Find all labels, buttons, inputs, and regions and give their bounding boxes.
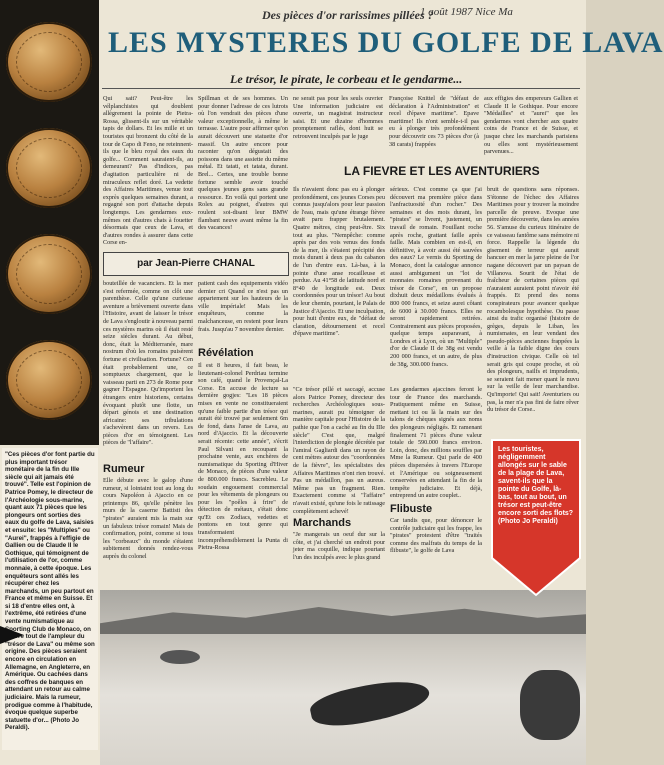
section-heading-revelation: Révélation — [198, 347, 254, 359]
article-column: Les gendarmes ajaccines feront le tour de France des marchands. Pratiquement même en Suisse, mettant ici ou là la main sur des talons de chèques signés aux noms des plongeurs négligés. Et ramenant finalement 71 pièces d'une valeur totale de 590.000 francs environ. Loin, donc, des millions souffles par Mme la Rumeur. Qui parle de 400 pièces dispersées à travers l'Europe et l'Amérique ou soigneusement conservées en attendant la fin de la tempête judiciaire. Et déjà, entreprend un autre couplet.. — [390, 386, 482, 500]
caption-beach-arrow-box — [492, 440, 580, 595]
photo-sunbather — [308, 673, 433, 733]
byline: par Jean-Pierre CHANAL — [137, 258, 255, 269]
subhead: Le trésor, le pirate, le corbeau et le gendarme... — [230, 72, 463, 86]
pointer-arrow-icon — [0, 626, 24, 644]
article-column: "Je mangerais un oeuf dur sur la côte, et j'ai cherché un endroit pour jeter ma coquille, indique pourtant l'un des inculpés avec le plus grand — [293, 531, 385, 561]
photo-figure — [160, 650, 200, 664]
article-column: patient cash des equipements vidéo dernier cri Quand ce n'est pas un appartement sur les hauteurs de la ville impériale! Mais les enquêteurs, comme la malchanceuse, en restent pour leurs frais. Jusqu'au 7 novembre dernier. — [198, 280, 288, 333]
article-column: aux effigies des empereurs Gallien et Claude II le Gothique. Pour encore "Médailles" et "aurei" que les gendarmes vont chercher aux quatre coins de France et de Suisse, et jusque chez les marchands parisiens ou elles sont mystérieusement parvenues... — [484, 95, 578, 156]
gold-coin-image — [6, 234, 92, 314]
section-heading-marchands: Marchands — [293, 517, 352, 529]
headline: LES MYSTERES DU GOLFE DE LAVA — [108, 26, 664, 59]
byline-box — [103, 252, 289, 276]
beach-photo — [100, 590, 586, 765]
header-divider — [102, 88, 580, 89]
handwritten-note: 1 août 1987 Nice Ma — [420, 6, 513, 18]
gold-coin-image — [6, 22, 92, 102]
article-column: ne serait pas pour les seuls ouvrier Une information judiciaire est ouverte, un magistrat instructeur saisi. Et une dizaine d'hommes promptement raflés, dont huit se retrouvent inculpés par le juge — [293, 95, 383, 140]
article-column: bruit de questions sans réponses. S'étonne de l'échec des Affaires Maritimes pour y trouver la moindre parcelle de preuve. Evoque une première découverte, dans les années 56. S'amuse du curieux itinéraire de ce vaisseau fantôme sans mémoire ni force. Rappelle la légende du gisement de terreur qui aurait hancuer en mer la jarre pleine de l'or nagane découvert par un paysan de Villanova. Sourit de l'état de fraîcheur de certaines pièces qui n'auraient auraient point n'avoir été frappés. Et prend des noms conspirateurs pour avancer quelque rocambolesque hypothèse. Ou passe ainsi du trafic organisé (histoire de grèges, depuis le Liban, les numismates, en leur vendant des pseudo-pièces anciennes frappées la veille à la faible digne des cours d'instruction civique. Celle où tel serait gris qui coupe proche, et où des plongeurs, nailfs et imprudents, se seraient fait mener quant le nuvu sur la veille de leur marchandise. Qu'importe! Qui sait! Aventuriers ou pas, la mer n'a pas fini de faire rêver du trésor de Corse.. — [487, 186, 579, 414]
article-column: "Ce trésor pillé et saccagé, accuse alors Patrice Pomey, directeur des recherches Archéologiques sous-marines, aurait pu témoigner de manière capitale pour l'Histoire de la pathie que l'on a caché au fin du IIIe siècle" C'est que, malgré l'interdiction de plongée décrétée par l'amiral Gagliardi dans un rayon de cent mètres autour des "coordonnées de la fièvre", les spécialistes des Affaires Maritimes n'ont rien trouvé. Pas un médaillon, pas un aureus. Même pas un fragment. Rien. Exactement comme si "l'affaire" n'avait existé, qu'une fois le ratissage complètement achevé! — [293, 386, 385, 515]
article-column: sérieux. C'est comme ça que j'ai découvert ma première pièce dans l'anfractuosité d'un rocher." Des semaines et des mois durant, les "pirates" se livrent, justement, un travail de romain. Fouillant roche après roche, grattant faille après faille. Mais combien en est-il, en définitive, à avoir aussi été sauvées des eaux? Le vernis du Sporting de Monaco, dont la catalogue annonce aussi ambigument un "lot de monnaies romaines provenant du trésor de Corse", en un propose dixhuit deux médaillons évalués à 800 000 francs, et seize aurei côtant de 6000 à 30.000 francs. Elles ne seront rapidement retirées. Contrairement aux pièces proposées, quelque temps auparavant, à Londres et à Lyon, où un "Multiple" d'or de Claude II de 38g est vendu 200 000 francs, et un autre, de plus de 38g, 300.000 francs. — [390, 186, 482, 368]
article-column: Françoise Knittel de "défaut de déclaration à l'Administration" et recel d'épave maritime". Epave maritime! Ils n'ont semble-t-il pas eu à plonger très profondément pour découvrir ces 73 pièces d'or (à 38 carats) frappées — [389, 95, 479, 148]
kicker: Des pièces d'or rarissimes pillées ? — [262, 8, 434, 22]
article-column: bouteillée de vacanciers. Et la mer s'est refermée, comme on clôt une parenthèse. Celle qu'une curieuse aventure a brièvement ouverte dans l'Histoire, avant de laisser le trésor de Lava s'engloutir à nouveau parmi ces mystères marins où il était resté seize siècles durant. Au début, donc, était la Méditerranée, mare nostrum d'où les romains puisèrent fortune et civilisation. Fortune? Cen était probablement une, ce somptueux chargement, que le vaisseau parti en 273 de Rome pour gagner l'Espagne. Qu'importent les étrangers entre historiens, certains évoquant plutôt une flotte, un départ génois et une destination africaine: ses tribulations s'achevèrent dans un revers. Les pièces d'or en témoignent. Les pièces de "l'affaire". — [103, 280, 193, 447]
caption-coins: "Ces pièces d'or font partie du plus important trésor monétaire de la fin du IIIe siècle qui ait jamais été trouvé". Telle est l'opinion de Patrice Pomey, le directeur de l'Archéologie sous-marine, quant aux 71 pièces que les plongeurs ont sorties des eaux du golfe de Lava, saisies et ensuite: les "Multiples" ou "Aurei", frappés à l'effigie de Gallien ou de Claude II le Gothique, qui témoignent de l'utilisation de l'or, comme monnaie, à cette époque. Les enquêteurs sont allés les récupérer chez les marchands, un peu partout en France et même en Suisse. Et si 18 d'entre elles ont, à l'extrême, été retirées d'une vente numismatique au Sporting Club de Monaco, on ignore tout de l'ampleur du "trésor de Lava" ou même son origine. Des pièces seraient encore en circulation en Allemagne, en Angleterre, en Amérique. Ou cachées dans des coffres de banques en attendant un retour au calme judiciaire. Mais la rumeur, prodigue comme à l'habitude, évoque quelque superbe statuette d'or... (Photo Jo Peraldi). — [2, 448, 98, 750]
gold-coin-image — [6, 128, 92, 208]
caption-beach-text: Les touristes, négligemment allongés sur le sable de la plage de Lava, savent-ils que la pointe du Golfe, là-bas, tout au bout, un trésor est peut-être encore sorti des flots? (Photo Jo Peraldi) — [498, 446, 574, 525]
article-column: Qui sait? Peut-être les vélplanchistes qui doublent allègrement la pointe de Pietra-Rossa, glissent-ils sur un véritable tapis de dollars. Et les mille et un touristes qui bronzent du côté de la tour de Capo di Feno, ne reteinnent-ils que le bleu royal des eaux du golfe... Comment sauraient-ils, au demeurant? Pas d'indices, pas d'agitation particulière ni de miraculeux reflet doré. La vedette des Affaires Maritimes, venue tout exprès quelques semaines durant, a regagné son port d'attache depuis longtemps. Les gendarmes eux-mêmes ont d'autres chats à fouetter désormais que ceux de Lava, et d'autres rondes à assurer dans cette Corse en- — [103, 95, 193, 247]
article-column: Spillman et de ses hommes. Un pour donner l'adresse de ces lutrots où l'on vendrait des pièces d'une valeur exceptionnelle, à même le terrasse. L'autre pour affirmer qu'on aurait découvert une statuette d'or massif. Un autre encore pour raconter qu'on dégustait des poissons dans une assiette du même métal. Et tatati, et tatata, durant. Brel... Certes, une trouble bonne fortune semble avoir touché quelques jeunes gens sans grande ressource. En voilà qui portent une Rolex au poignet, d'autres qui roulent soi-disant leur BMW flambant neuve avant même la fin des vacances! — [198, 95, 288, 232]
article-column: Ils n'avaient donc pas eu à plonger profondément, ces jeunes Corses peu connus jusqu'alors pour leur passion de l'eau, mais qu'une étrange fièvre avait paru frapper brutalement. Quatre mètres, cinq peut-être. Six tout au plus. "Nempêche: comme après par des vois venus des fonds de la mer, ils s'étaient précipité des mois durant à deux pas du cabanon de l'un d'entre eux. Là-bas, à la pointe d'une anse rocailleuse et perdue. Au 41°58 de latitude nord et 8°40 de longitude est. Deux coordonnées pour un trésor! Au bout de leur chemin, pourtant, le Palais de Justice d'Ajaccio. Et une inculpation, pour huit d'entre eux, de "défaut de claration, détournement et recel d'épave maritime". — [293, 186, 385, 338]
photo-hills — [100, 598, 586, 634]
section-heading-fievre: LA FIEVRE ET LES AVENTURIERS — [344, 164, 540, 178]
section-heading-flibuste: Flibuste — [390, 503, 433, 515]
photo-sunbather — [520, 670, 580, 740]
section-heading-rumeur: Rumeur — [103, 463, 145, 475]
article-column: Car tandis que, pour dénoncer le contrôle judiciaire qui les frappe, les "pirates" protestent d'être "traités comme des malfrats du temps de la flibuste", le golfe de Lava — [390, 517, 482, 555]
gold-coin-image — [6, 340, 92, 420]
coin-photo-strip — [0, 0, 99, 445]
article-column: Elle débute avec le galop d'une rumeur, si lointaint tout au long du cours Napoléon à Ajaccio en ce printemps 86, qu'elle pénètre les murs de la caserne Battisti des "pirates" auraient mis la main sur un fabuleux trésor romain! Mais de confirmation, point, comme si tous les "corbeaux" du monde s'étaient subitement donnés rendez-vous auprès du colonel — [103, 477, 193, 560]
article-column: Il est 8 heures, il fait beau, le lieutenant-colonel Perdriau termine son café, quand le Provençal-La Corse. En accuse de lecture sa dernière gogjes: "Les 18 pièces mises en vente ne constitueraient qu'une faible partie d'un trésor qui aurait été trouvé par seulement 6m de fond, dans l'anse de Lava, au nord d'Ajaccio. Et la découverte serait récente: cette année", s'écrit Paul Silvani en recoupant la prochaine vente, aux enchères de numismatique du Sporting d'Hiver de Monaco, de pièces d'une valeur de 800.000 francs. Sacrebleu. Le soudain engouement commercial pour les vêtements de plongeurs ou pour les "poêles à frire" de détection de métaux, s'était donc qu'Et ces Zodiacs, vedettes et pontons en tout genre qui transformaient incompréhensiblement la Punta di Pietra-Rossa — [198, 362, 288, 552]
